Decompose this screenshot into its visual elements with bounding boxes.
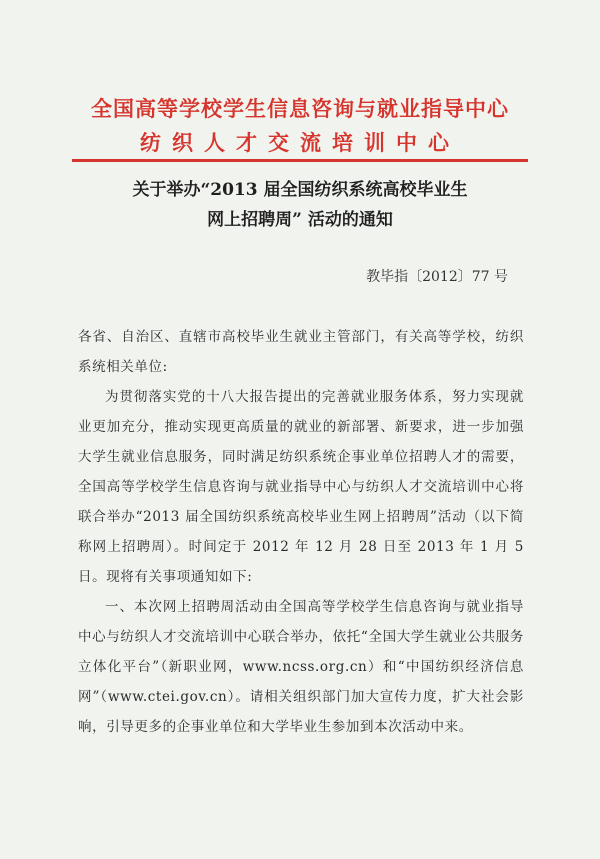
letterhead (0, 94, 600, 158)
letterhead-line-2: 纺织人才交流培训中心 (140, 130, 460, 155)
letterhead-divider (72, 159, 528, 162)
document-title (0, 175, 600, 235)
document-number: 教毕指〔2012〕77 号 (366, 269, 508, 285)
letterhead-line-1: 全国高等学校学生信息咨询与就业指导中心 (91, 96, 509, 121)
salutation: 各省、自治区、直辖市高校毕业生就业主管部门，有关高等学校，纺织系统相关单位: (78, 329, 524, 375)
paragraph-1: 为贯彻落实党的十八大报告提出的完善就业服务体系，努力实现就业更加充分，推动实现更高质量的就业的新部署、新要求，进一步加强大学生就业信息服务，同时满足纺织系统企事业单位招聘人才的需要，全国高等学校学生信息咨询与就业指导中心与纺织人才交流培训中心将联合举办“2013 届全国纺织系统高校毕业生网上招聘周”活动（以下简称网上招聘周）。时间定于 2012 年 12 月 28 日至 2013 年 1 月 5 日。现将有关事项通知如下: (78, 389, 524, 585)
paragraph-2: 一、本次网上招聘周活动由全国高等学校学生信息咨询与就业指导中心与纺织人才交流培训中心联合举办，依托“全国大学生就业公共服务立体化平台”（新职业网，www.ncss.org.cn）和“中国纺织经济信息网”（www.ctei.gov.cn）。请相关组织部门加大宣传力度，扩大社会影响，引导更多的企事业单位和大学毕业生参加到本次活动中来。 (78, 599, 524, 735)
document-title-line-1: 关于举办“2013 届全国纺织系统高校毕业生 (132, 180, 468, 200)
document-title-line-2: 网上招聘周” 活动的通知 (207, 210, 393, 230)
document-body (78, 322, 524, 742)
